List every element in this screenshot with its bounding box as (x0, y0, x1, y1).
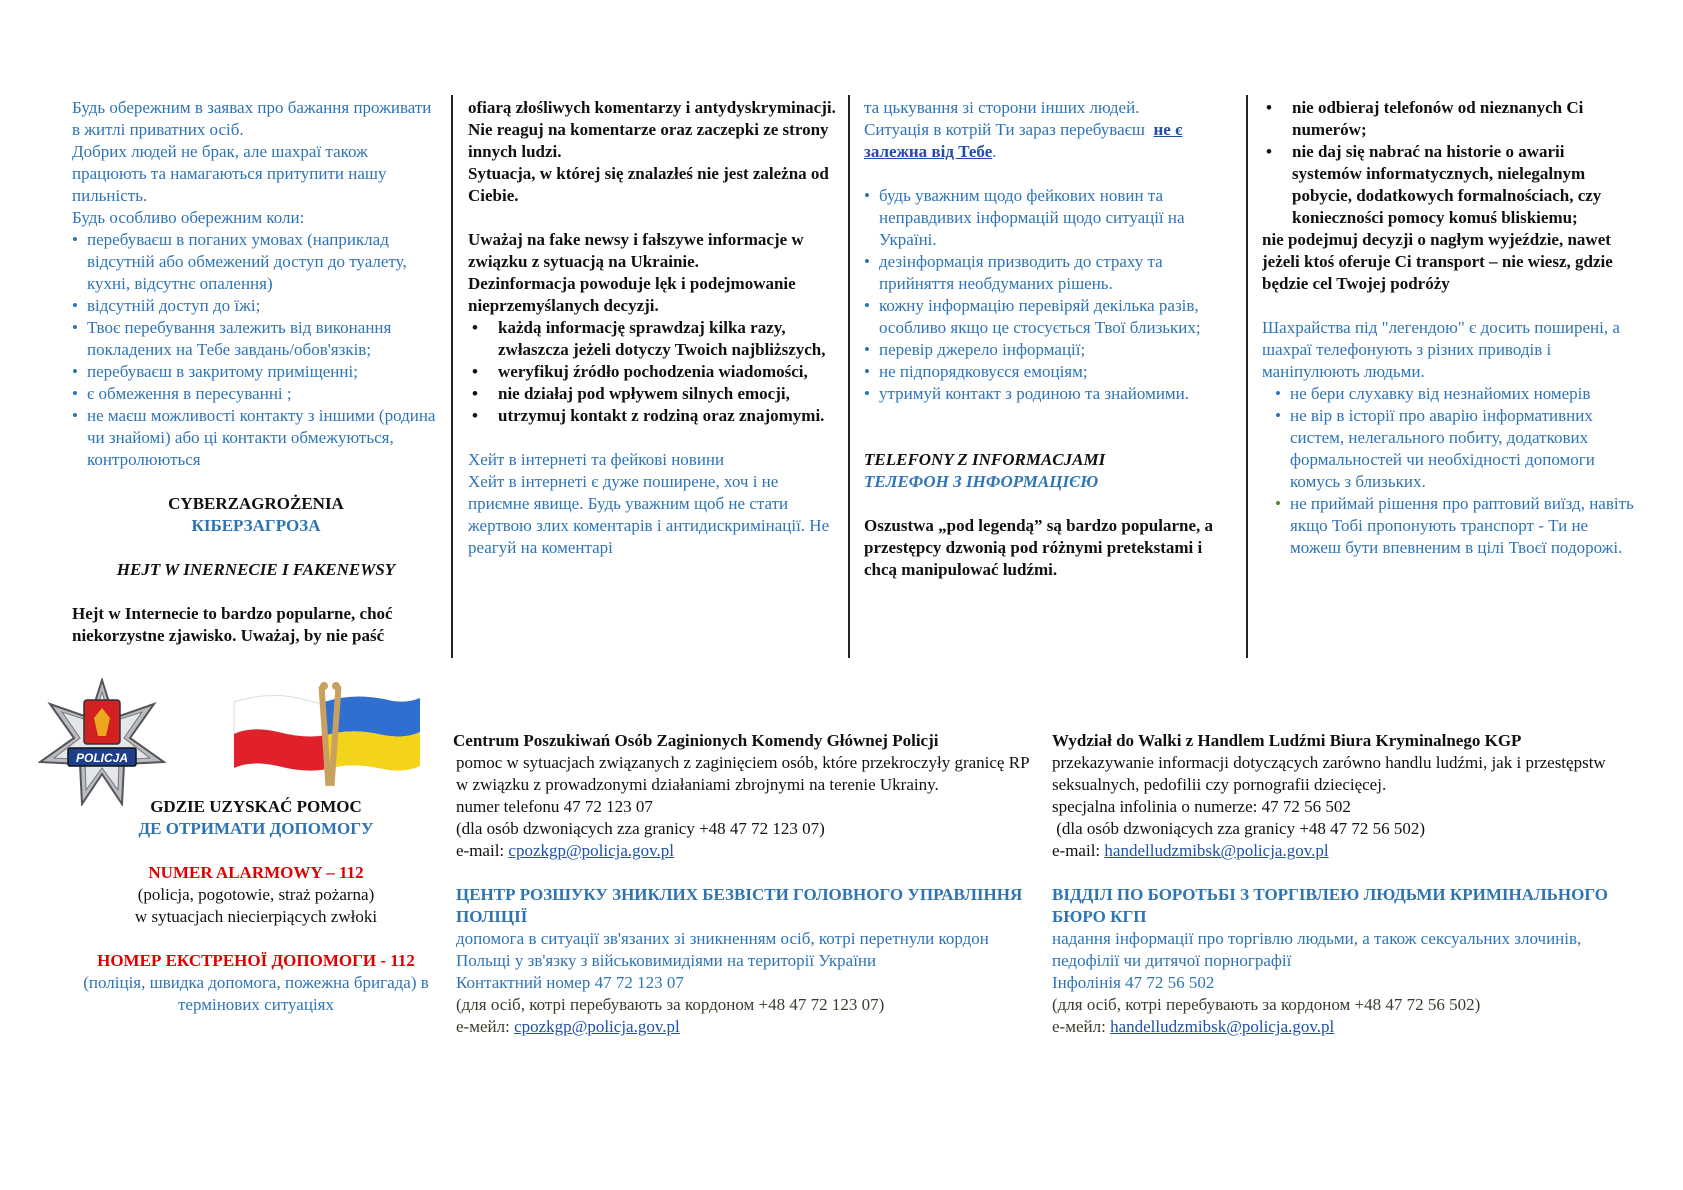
alarm-desc-pl-2: w sytuacjach niecierpiących zwłoki (134, 907, 378, 926)
cpoz-title-ua: ЦЕНТР РОЗШУКУ ЗНИКЛИХ БЕЗВІСТИ ГОЛОВНОГО УПРАВЛІННЯ ПОЛІЦІЇ (456, 885, 1023, 926)
wydzial-section (1052, 730, 1632, 1038)
list-item: • не вір в історії про аварію інформативних систем, нелегального побиту, додаткових формальностей чи необхідності допомоги комусь з близьких. (1275, 405, 1634, 493)
wydzial-title-pl: Wydział do Walki z Handlem Ludźmi Biura Kryminalnego KGP (1052, 731, 1522, 750)
wydzial-email-label-pl: e-mail: (1052, 841, 1105, 860)
wydzial-email-label-ua: е-мейл: (1052, 1017, 1111, 1036)
list-item: • не маєш можливості контакту з іншими (родина чи знайомі) або ці контакти обмежуються, контролюються (72, 405, 440, 471)
wydzial-title-ua: ВІДДІЛ ПО БОРОТЬБІ З ТОРГІВЛЕЮ ЛЮДЬМИ КРИМІНАЛЬНОГО БЮРО КГП (1052, 885, 1608, 926)
list-item: • є обмеження в пересуванні ; (72, 383, 440, 405)
cpoz-abroad-ua: (для осіб, котрі перебувають за кордоном +48 47 72 123 07) (456, 995, 885, 1014)
list-item: • не бери слухавку від незнайомих номерів (1275, 383, 1634, 405)
alarm-number-pl: NUMER ALARMOWY – 112 (148, 863, 364, 882)
list-item: • utrzymuj kontakt z rodziną oraz znajomymi. (468, 405, 840, 427)
column-divider (848, 95, 850, 658)
wydzial-desc-ua: надання інформації про торгівлю людьми, а також сексуальних злочинів, педофілії чи дитячої порнографії (1052, 929, 1582, 970)
list-item: • дезінформація призводить до страху та прийняття необдуманих рішень. (864, 251, 1236, 295)
col1-intro-3: Будь особливо обережним коли: (72, 208, 305, 227)
col4-bullet-list (1262, 97, 1634, 229)
list-item: • утримуй контакт з родиною та знайомими. (864, 383, 1236, 405)
help-section (60, 796, 452, 1016)
list-item: • każdą informację sprawdzaj kilka razy, zwłaszcza jeżeli dotyczy Twoich najbliższych, (468, 317, 840, 361)
wydzial-desc-pl: przekazywanie informacji dotyczących zarówno handlu ludźmi, jak i przestępstw seksualnych, pedofilii czy pornografii dziecięcej. (1052, 753, 1606, 794)
cpoz-abroad-pl: (dla osób dzwoniących zza granicy +48 47 72 123 07) (456, 819, 825, 838)
legend-text-pl: Oszustwa „pod legendą” są bardzo popularne, a przestępcy dzwonią pod różnymi pretekstami i chcą manipulować ludźmi. (864, 516, 1214, 579)
col3-p1: та цькування зі сторони інших людей. (864, 98, 1140, 117)
list-item: • перебуваєш в закритому приміщенні; (72, 361, 440, 383)
help-title-ua: ДЕ ОТРИМАТИ ДОПОМОГУ (138, 819, 374, 838)
col2-ua-text: Хейт в інтернеті є дуже поширене, хоч і не приємне явище. Будь уважним щоб не стати жертвою злих коментарів і антидискримінації. Не реагуй на коментарі (468, 472, 830, 557)
cpoz-email-label-ua: е-мейл: (456, 1017, 515, 1036)
column-divider (1246, 95, 1248, 658)
cpoz-email-label-pl: e-mail: (456, 841, 509, 860)
list-item: • не приймай рішення про раптовий виїзд, навіть якщо Тобі пропонують транспорт - Ти не можеш бути впевненим в цілі Твоєї подорожі. (1275, 493, 1634, 559)
alarm-desc-ua: (поліція, швидка допомога, пожежна бригада) в термінових ситуаціях (83, 973, 429, 1014)
list-item: • nie działaj pod wpływem silnych emocji, (468, 383, 840, 405)
list-item: • nie odbieraj telefonów od nieznanych Ci numerów; (1262, 97, 1634, 141)
wydzial-abroad-pl: (dla osób dzwoniących zza granicy +48 47 72 56 502) (1052, 819, 1426, 838)
col2-p3: Sytuacja, w której się znalazłeś nie jest zależna od Ciebie. (468, 164, 829, 205)
cpoz-email-link[interactable]: cpozkgp@policja.gov.pl (508, 841, 675, 860)
tel-title-pl: TELEFONY Z INFORMACJAMI (864, 450, 1106, 469)
help-title-pl: GDZIE UZYSKAĆ POMOC (150, 797, 362, 816)
cpoz-email-link-ua[interactable]: cpozkgp@policja.gov.pl (514, 1017, 680, 1036)
flags-pl-ua (228, 678, 424, 788)
police-logo (38, 678, 166, 806)
cpoz-phone-ua: Контактний номер 47 72 123 07 (456, 973, 684, 992)
column-divider (451, 95, 453, 658)
alarm-number-ua: НОМЕР ЕКСТРЕНОЇ ДОПОМОГИ - 112 (97, 951, 415, 970)
list-item: • відсутній доступ до їжі; (72, 295, 440, 317)
col2-p4: Uważaj na fake newsy i fałszywe informacje w związku z sytuacją na Ukrainie. (468, 230, 804, 271)
list-item: • nie daj się nabrać na historie o awarii systemów informatycznych, nielegalnym pobycie, dodatkowych formalnościach, czy konieczności pomocy komuś bliskiemu; (1262, 141, 1634, 229)
wydzial-email-link[interactable]: handelludzmibsk@policja.gov.pl (1104, 841, 1329, 860)
police-star-icon (38, 678, 166, 806)
col3-p2-a: Ситуація в котрій Ти зараз перебуваєш (864, 120, 1146, 139)
cpoz-desc-ua: допомога в ситуації зв'язаних зі зникненням осіб, котрі перетнули кордон Польщі у зв'язку з військовимидіями на території України (456, 929, 989, 970)
col2-ua-title: Хейт в інтернеті та фейкові новини (468, 450, 725, 469)
col1-intro-2: Добрих людей не брак, але шахраї також працюють та намагаються притупити нашу пильність. (72, 142, 387, 205)
list-item: • кожну інформацію перевіряй декілька разів, особливо якщо це стосується Твої близьких; (864, 295, 1236, 339)
wydzial-email-link-ua[interactable]: handelludzmibsk@policja.gov.pl (1110, 1017, 1335, 1036)
cpoz-desc-pl: pomoc w sytuacjach związanych z zaginięciem osób, które przekroczyły granicę RP w związku z prowadzonymi działaniami zbrojnymi na terenie Ukrainy. (456, 753, 1029, 794)
hejt-text: Hejt w Internecie to bardzo popularne, choć niekorzystne zjawisko. Uważaj, by nie paść (72, 604, 393, 645)
col2-p1: ofiarą złośliwych komentarzy i antydyskryminacji. (468, 98, 836, 117)
col2-p5: Dezinformacja powoduje lęk i podejmowanie nieprzemyślanych decyzji. (468, 274, 796, 315)
col2-bullet-list (468, 317, 840, 427)
col3-bullet-list (864, 185, 1236, 405)
column-3 (864, 97, 1236, 657)
col4-p-ua: Шахрайства під "легендою" є досить поширені, а шахраї телефонують з різних приводів і маніпулюють людьми. (1262, 318, 1620, 381)
list-item: • Твоє перебування залежить від виконання покладених на Тебе завдань/обов'язків; (72, 317, 440, 361)
cyber-title-pl: CYBERZAGROŻENIA (168, 494, 344, 513)
police-logo-text: POLICJA (75, 751, 129, 765)
column-2 (468, 97, 840, 657)
list-item: • не підпорядковуєся емоціям; (864, 361, 1236, 383)
crossed-flags-icon (228, 678, 424, 788)
col2-p2: Nie reaguj na komentarze oraz zaczepki ze strony innych ludzi. (468, 120, 829, 161)
cpoz-title-pl: Centrum Poszukiwań Osób Zaginionych Komendy Głównej Policji (453, 731, 939, 750)
cpoz-section (453, 730, 1033, 1038)
col1-intro-1: Будь обережним в заявах про бажання проживати в житлі приватних осіб. (72, 98, 432, 139)
wydzial-phone-ua: Інфолінія 47 72 56 502 (1052, 973, 1215, 992)
col1-bullet-list (72, 229, 440, 471)
cpoz-phone-pl: numer telefonu 47 72 123 07 (456, 797, 653, 816)
col3-p2 (864, 119, 1236, 163)
column-4 (1262, 97, 1634, 657)
list-item: • weryfikuj źródło pochodzenia wiadomości, (468, 361, 840, 383)
col4-ua-bullet-list (1275, 383, 1634, 559)
wydzial-abroad-ua: (для осіб, котрі перебувають за кордоном +48 47 72 56 502) (1052, 995, 1481, 1014)
tel-title-ua: ТЕЛЕФОН З ІНФОРМАЦІЄЮ (864, 472, 1099, 491)
hejt-title: HEJT W INERNECIE I FAKENEWSY (116, 560, 396, 579)
list-item: • перебуваєш в поганих умовах (наприклад відсутній або обмежений доступ до туалету, кухні, відсутнє опалення) (72, 229, 440, 295)
col3-p2-b: не є залежна від Тебе (864, 120, 1183, 161)
alarm-desc-pl-1: (policja, pogotowie, straż pożarna) (137, 885, 375, 904)
col4-p-pl: nie podejmuj decyzji o nagłym wyjeździe, nawet jeżeli ktoś oferuje Ci transport – nie wiesz, gdzie będzie cel Twojej podróży (1262, 230, 1613, 293)
column-1 (72, 97, 440, 657)
wydzial-phone-pl: specjalna infolinia o numerze: 47 72 56 502 (1052, 797, 1351, 816)
col3-p2-c: . (992, 142, 997, 161)
cyber-title-ua: КІБЕРЗАГРОЗА (191, 516, 321, 535)
list-item: • будь уважним щодо фейкових новин та неправдивих інформацій щодо ситуації на Україні. (864, 185, 1236, 251)
list-item: • перевір джерело інформації; (864, 339, 1236, 361)
